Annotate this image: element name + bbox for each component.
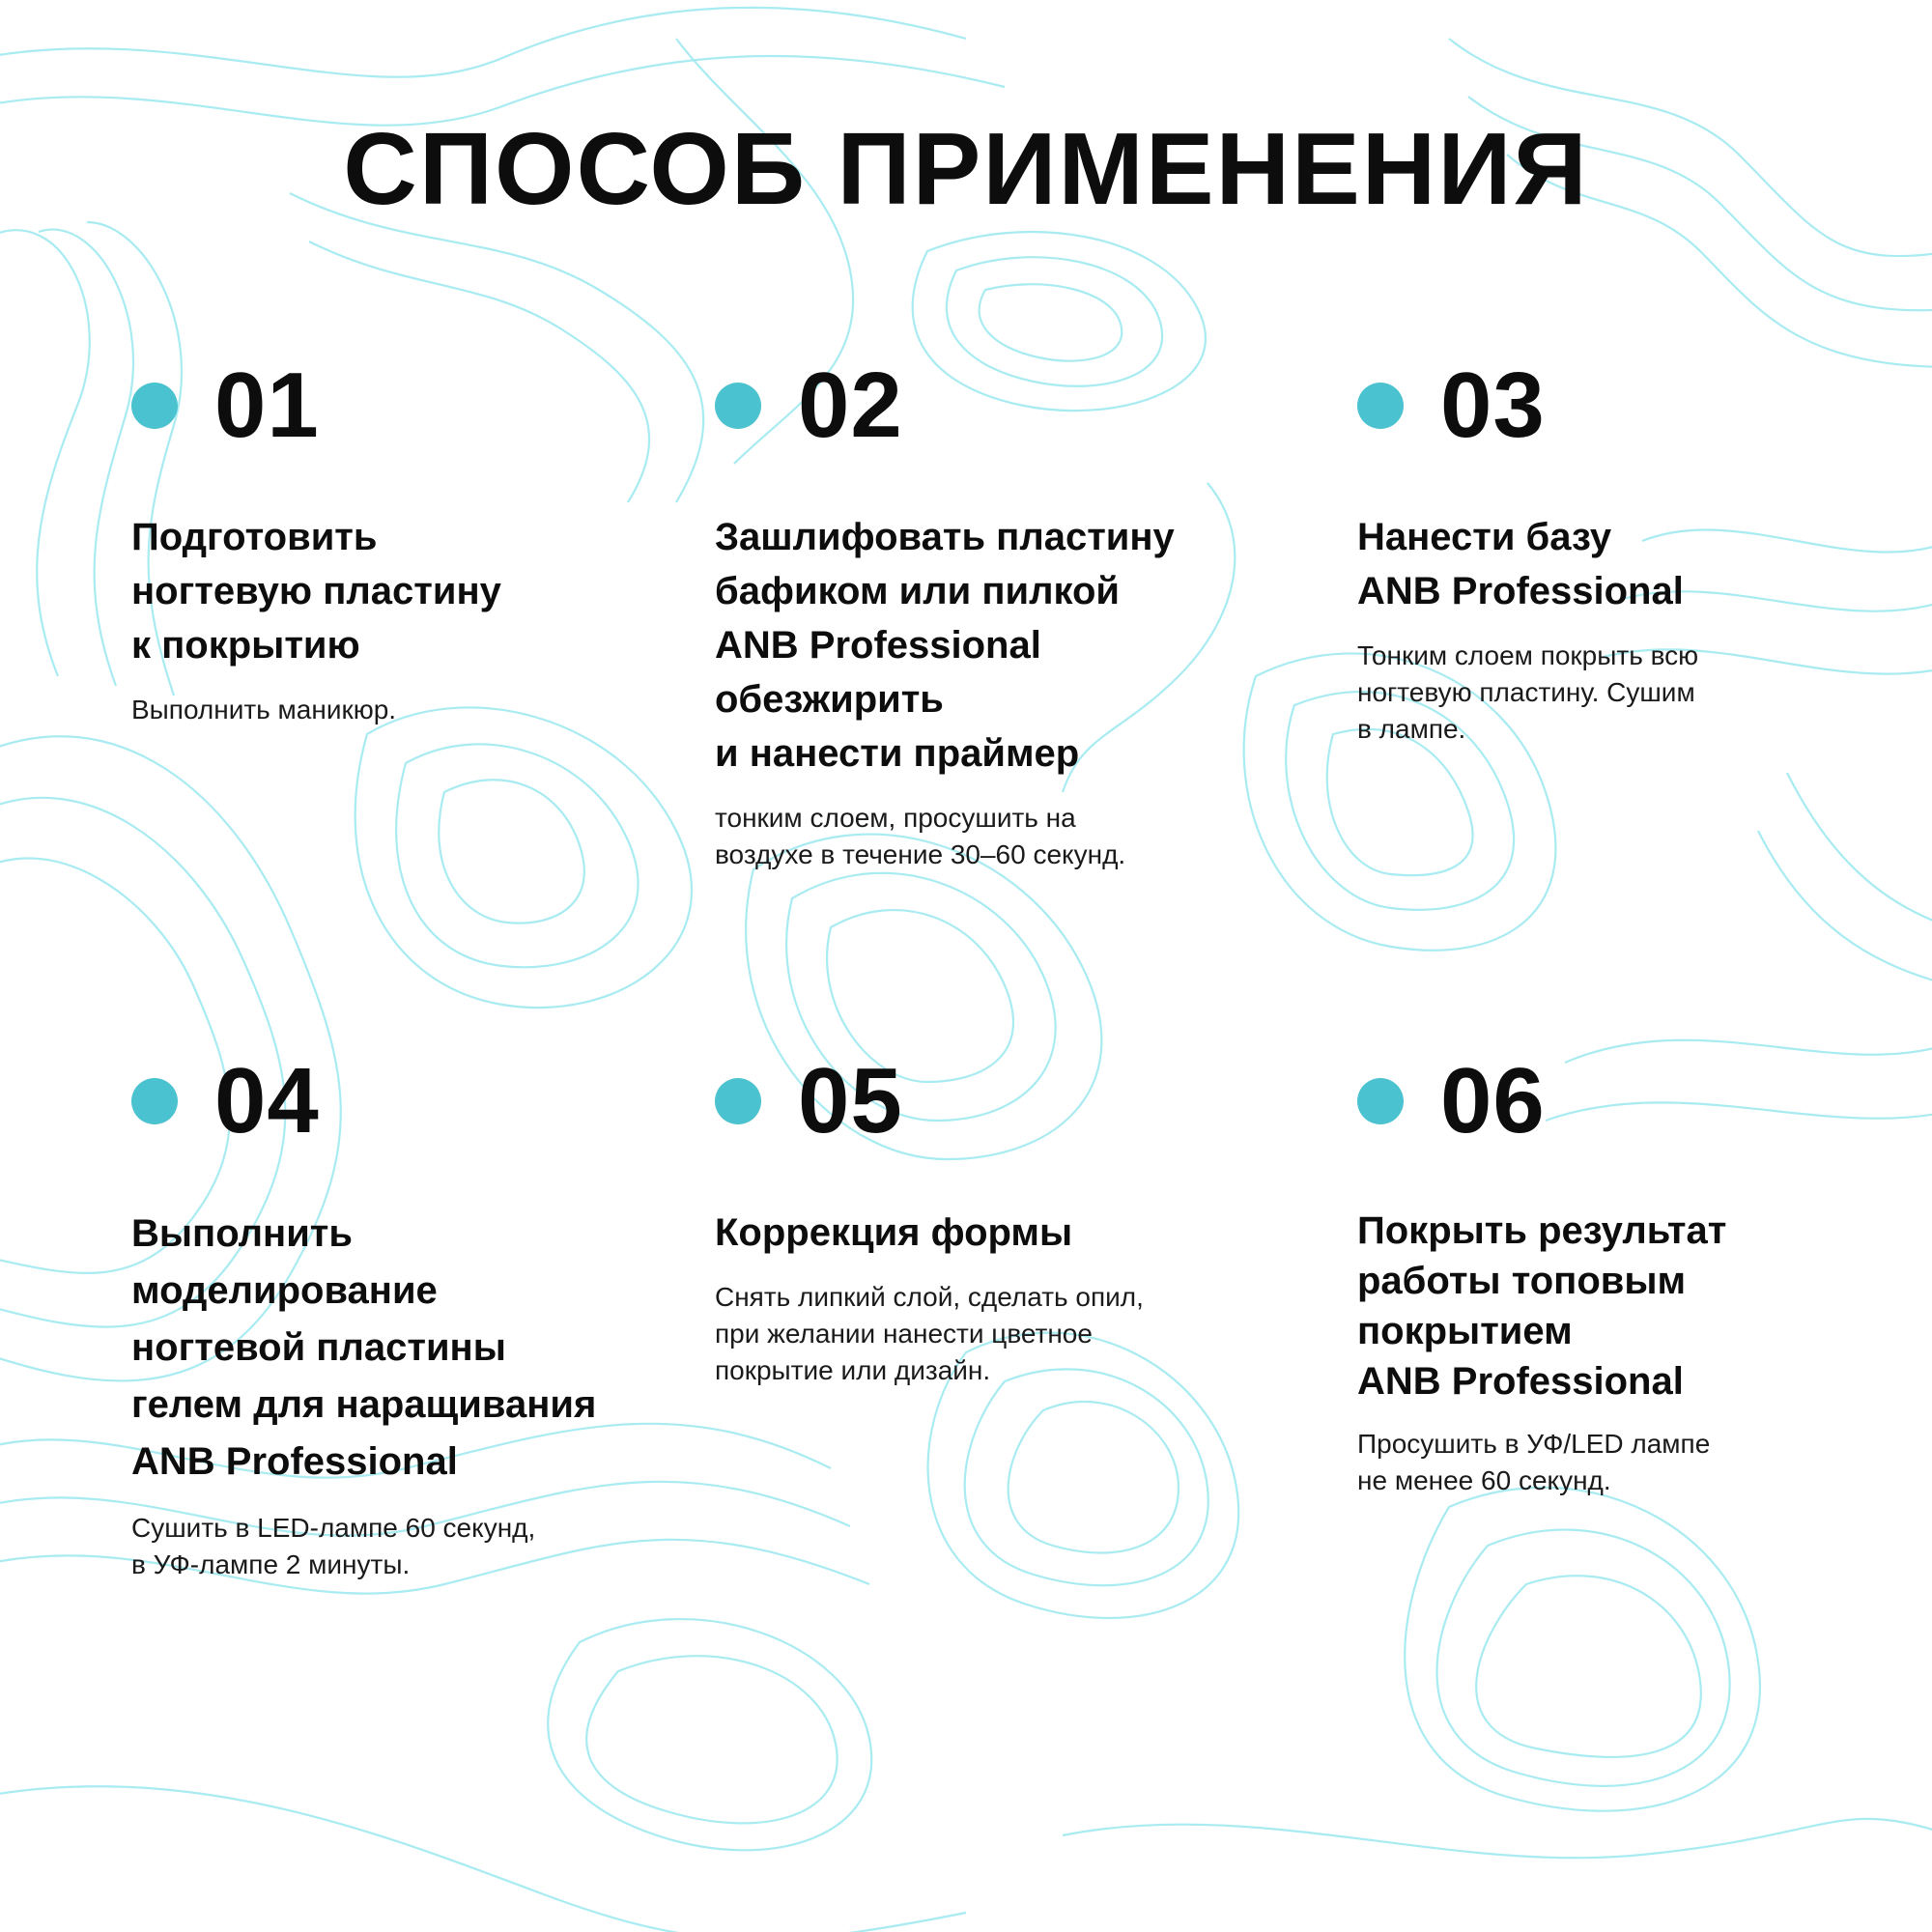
bullet-dot-icon — [131, 383, 178, 429]
step-heading: Нанести базу ANB Professional — [1357, 516, 1684, 612]
step-description: Тонким слоем покрыть всю ногтевую пластину. Сушим в лампе. — [1357, 640, 1699, 744]
step-number: 01 — [214, 354, 320, 457]
step-number: 02 — [798, 354, 903, 457]
step-description: Сушить в LED-лампе 60 секунд, в УФ-лампе 2 минуты. — [131, 1513, 536, 1579]
step-heading: Покрыть результат работы топовым покрытием ANB Professional — [1357, 1209, 1727, 1403]
step-02 — [715, 354, 1294, 873]
bullet-dot-icon — [1357, 383, 1404, 429]
step-number: 04 — [214, 1049, 320, 1152]
step-heading: Зашлифовать пластину бафиком или пилкой ANB Professional обезжирить и нанести праймер — [715, 516, 1175, 775]
step-04 — [131, 1049, 730, 1583]
step-header — [131, 1049, 730, 1152]
step-header — [715, 1049, 1294, 1152]
step-heading: Подготовить ногтевую пластину к покрытию — [131, 516, 501, 667]
step-description: Выполнить маникюр. — [131, 695, 397, 724]
step-header — [1357, 354, 1860, 457]
step-description: тонким слоем, просушить на воздухе в течение 30–60 секунд. — [715, 803, 1126, 869]
step-05 — [715, 1049, 1294, 1389]
bullet-dot-icon — [715, 1078, 761, 1124]
step-number: 05 — [798, 1049, 903, 1152]
bullet-dot-icon — [131, 1078, 178, 1124]
step-header — [131, 354, 672, 457]
step-number: 03 — [1440, 354, 1546, 457]
step-06 — [1357, 1049, 1860, 1499]
step-header — [1357, 1049, 1860, 1152]
page-title: СПОСОБ ПРИМЕНЕНИЯ — [343, 112, 1589, 226]
step-heading: Коррекция формы — [715, 1211, 1073, 1254]
step-header — [715, 354, 1294, 457]
step-03 — [1357, 354, 1860, 748]
bullet-dot-icon — [715, 383, 761, 429]
step-description: Просушить в УФ/LED лампе не менее 60 секунд. — [1357, 1429, 1711, 1495]
step-heading: Выполнить моделирование ногтевой пластины гелем для наращивания ANB Professional — [131, 1212, 597, 1483]
bullet-dot-icon — [1357, 1078, 1404, 1124]
step-description: Снять липкий слой, сделать опил, при желании нанести цветное покрытие или дизайн. — [715, 1282, 1144, 1385]
step-number: 06 — [1440, 1049, 1546, 1152]
step-01 — [131, 354, 672, 728]
